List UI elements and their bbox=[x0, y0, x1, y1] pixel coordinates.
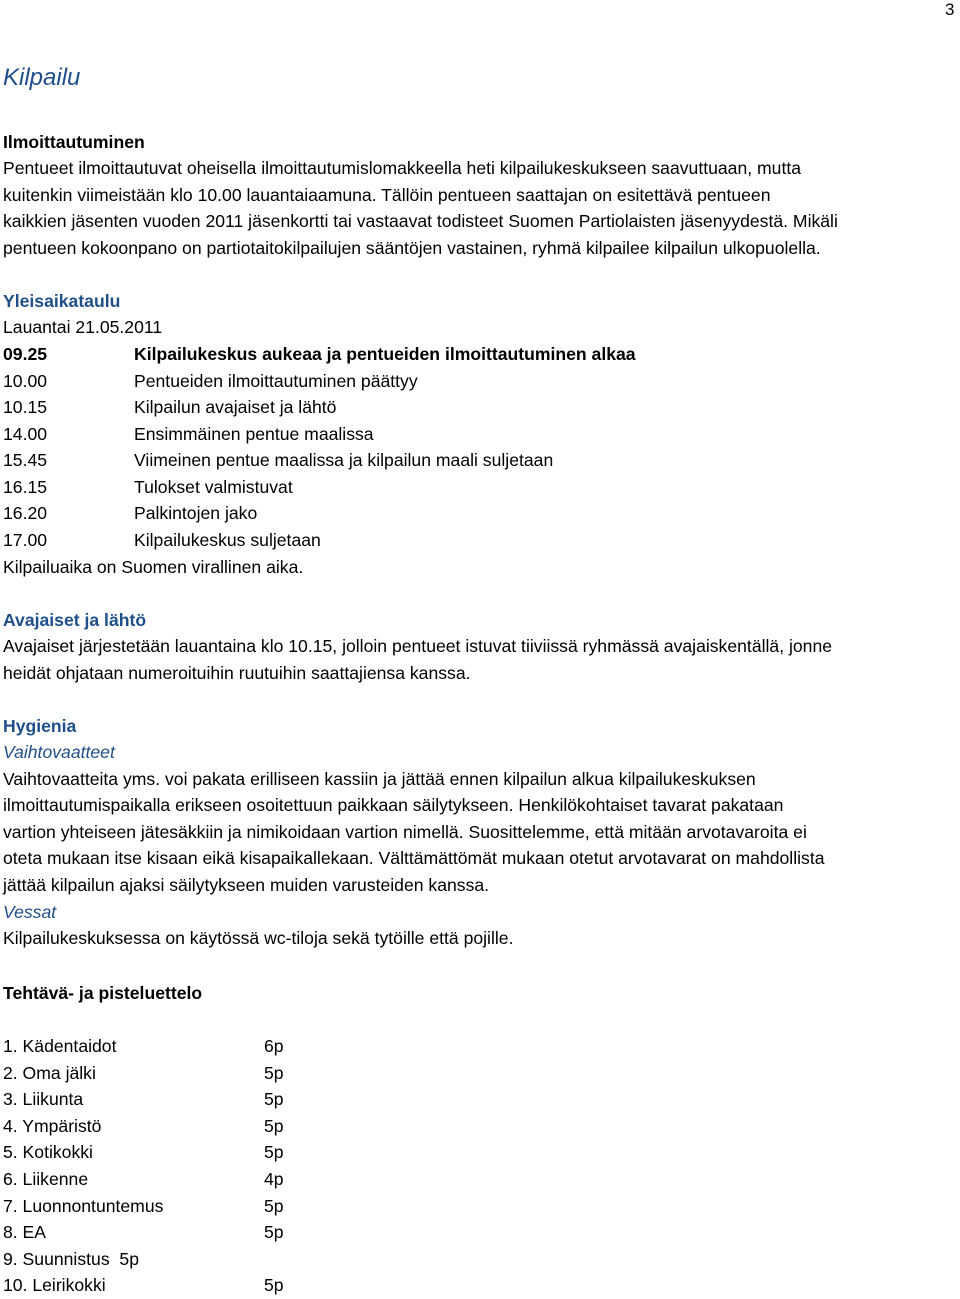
task-label: 8. EA bbox=[3, 1222, 47, 1242]
schedule-time: 15.45 bbox=[3, 450, 48, 470]
task-points: 5p bbox=[264, 1222, 284, 1242]
tasks-heading: Tehtävä- ja pisteluettelo bbox=[3, 983, 203, 1003]
schedule-heading: Yleisaikataulu bbox=[3, 291, 121, 311]
task-label: 4. Ympäristö bbox=[3, 1116, 102, 1136]
schedule-row bbox=[3, 474, 293, 501]
task-item bbox=[3, 1139, 284, 1166]
task-points: 5p bbox=[264, 1063, 284, 1083]
clothes-line: vartion yhteiseen jätesäkkiin ja nimikoidaan vartion nimellä. Suosittelemme, että mitään arvotavaroita ei bbox=[3, 822, 807, 842]
task-label: 10. Leirikokki bbox=[3, 1275, 106, 1295]
task-points: 5p bbox=[264, 1089, 284, 1109]
task-points: 5p bbox=[264, 1275, 284, 1295]
task-label: 1. Kädentaidot bbox=[3, 1036, 117, 1056]
clothes-line: Vaihtovaatteita yms. voi pakata erilliseen kassiin ja jättää ennen kilpailun alkua kilpailukeskuksen bbox=[3, 769, 756, 789]
schedule-row bbox=[3, 341, 636, 368]
registration-line: Pentueet ilmoittautuvat oheisella ilmoittautumislomakkeella heti kilpailukeskukseen saavuttuaan, mutta bbox=[3, 158, 802, 178]
schedule-row bbox=[3, 368, 418, 395]
task-item bbox=[3, 1272, 284, 1299]
task-label: 5. Kotikokki bbox=[3, 1142, 93, 1162]
task-item bbox=[3, 1166, 284, 1193]
task-item bbox=[3, 1060, 284, 1087]
task-item bbox=[3, 1193, 284, 1220]
schedule-time: 17.00 bbox=[3, 530, 48, 550]
opening-line: Avajaiset järjestetään lauantaina klo 10.15, jolloin pentueet istuvat tiiviissä ryhmässä avajaiskentällä, jonne bbox=[3, 636, 833, 656]
schedule-note: Kilpailuaika on Suomen virallinen aika. bbox=[3, 557, 304, 577]
schedule-row bbox=[3, 421, 374, 448]
task-points: 5p bbox=[119, 1249, 139, 1269]
task-label: 6. Liikenne bbox=[3, 1169, 89, 1189]
task-item bbox=[3, 1086, 284, 1113]
schedule-text: Ensimmäinen pentue maalissa bbox=[134, 424, 374, 444]
registration-line: pentueen kokoonpano on partiotaitokilpailujen sääntöjen vastainen, ryhmä kilpailee kilpailun ulkopuolella. bbox=[3, 238, 821, 258]
schedule-text: Pentueiden ilmoittautuminen päättyy bbox=[134, 371, 418, 391]
task-label: 3. Liikunta bbox=[3, 1089, 84, 1109]
task-label: 7. Luonnontuntemus bbox=[3, 1196, 164, 1216]
page-number: 3 bbox=[945, 0, 955, 19]
hygiene-heading: Hygienia bbox=[3, 716, 77, 736]
registration-line: kuitenkin viimeistään klo 10.00 lauantaiaamuna. Tällöin pentueen saattajan on esitettävä pentueen bbox=[3, 185, 771, 205]
schedule-time: 10.00 bbox=[3, 371, 48, 391]
task-label: 9. Suunnistus bbox=[3, 1249, 110, 1269]
schedule-time: 16.20 bbox=[3, 503, 48, 523]
task-item bbox=[3, 1246, 139, 1273]
task-item bbox=[3, 1113, 284, 1140]
task-item bbox=[3, 1033, 284, 1060]
schedule-text: Viimeinen pentue maalissa ja kilpailun maali suljetaan bbox=[134, 450, 554, 470]
opening-line: heidät ohjataan numeroituihin ruutuihin saattajiensa kanssa. bbox=[3, 663, 471, 683]
clothes-line: oteta mukaan itse kisaan eikä kisapaikallekaan. Välttämättömät mukaan otetut arvotavarat on mahdollista bbox=[3, 848, 825, 868]
clothes-subheading: Vaihtovaatteet bbox=[3, 742, 115, 762]
toilets-subheading: Vessat bbox=[3, 902, 57, 922]
schedule-time: 10.15 bbox=[3, 397, 48, 417]
task-item bbox=[3, 1219, 284, 1246]
schedule-date: Lauantai 21.05.2011 bbox=[3, 317, 163, 337]
task-points: 5p bbox=[264, 1196, 284, 1216]
schedule-row bbox=[3, 500, 257, 527]
task-label: 2. Oma jälki bbox=[3, 1063, 96, 1083]
schedule-time: 14.00 bbox=[3, 424, 48, 444]
task-points: 4p bbox=[264, 1169, 284, 1189]
task-points: 6p bbox=[264, 1036, 284, 1056]
clothes-line: jättää kilpailun ajaksi säilytykseen muiden varusteiden kanssa. bbox=[3, 875, 490, 895]
schedule-text: Kilpailun avajaiset ja lähtö bbox=[134, 397, 337, 417]
schedule-row bbox=[3, 527, 321, 554]
registration-line: kaikkien jäsenten vuoden 2011 jäsenkortti tai vastaavat todisteet Suomen Partiolaisten jäsenyydestä. Mikäli bbox=[3, 211, 838, 231]
schedule-text: Tulokset valmistuvat bbox=[134, 477, 293, 497]
registration-heading: Ilmoittautuminen bbox=[3, 132, 145, 152]
schedule-time: 09.25 bbox=[3, 344, 48, 364]
clothes-line: ilmoittautumispaikalla erikseen osoitettuun paikkaan säilytykseen. Henkilökohtaiset tavarat pakataan bbox=[3, 795, 784, 815]
schedule-row bbox=[3, 447, 553, 474]
schedule-text: Kilpailukeskus suljetaan bbox=[134, 530, 321, 550]
task-points: 5p bbox=[264, 1116, 284, 1136]
page-title: Kilpailu bbox=[3, 64, 81, 91]
toilets-text: Kilpailukeskuksessa on käytössä wc-tiloja sekä tytöille että pojille. bbox=[3, 928, 514, 948]
schedule-row bbox=[3, 394, 336, 421]
opening-heading: Avajaiset ja lähtö bbox=[3, 610, 147, 630]
task-points: 5p bbox=[264, 1142, 284, 1162]
schedule-text: Kilpailukeskus aukeaa ja pentueiden ilmoittautuminen alkaa bbox=[134, 344, 636, 364]
schedule-time: 16.15 bbox=[3, 477, 48, 497]
schedule-text: Palkintojen jako bbox=[134, 503, 258, 523]
